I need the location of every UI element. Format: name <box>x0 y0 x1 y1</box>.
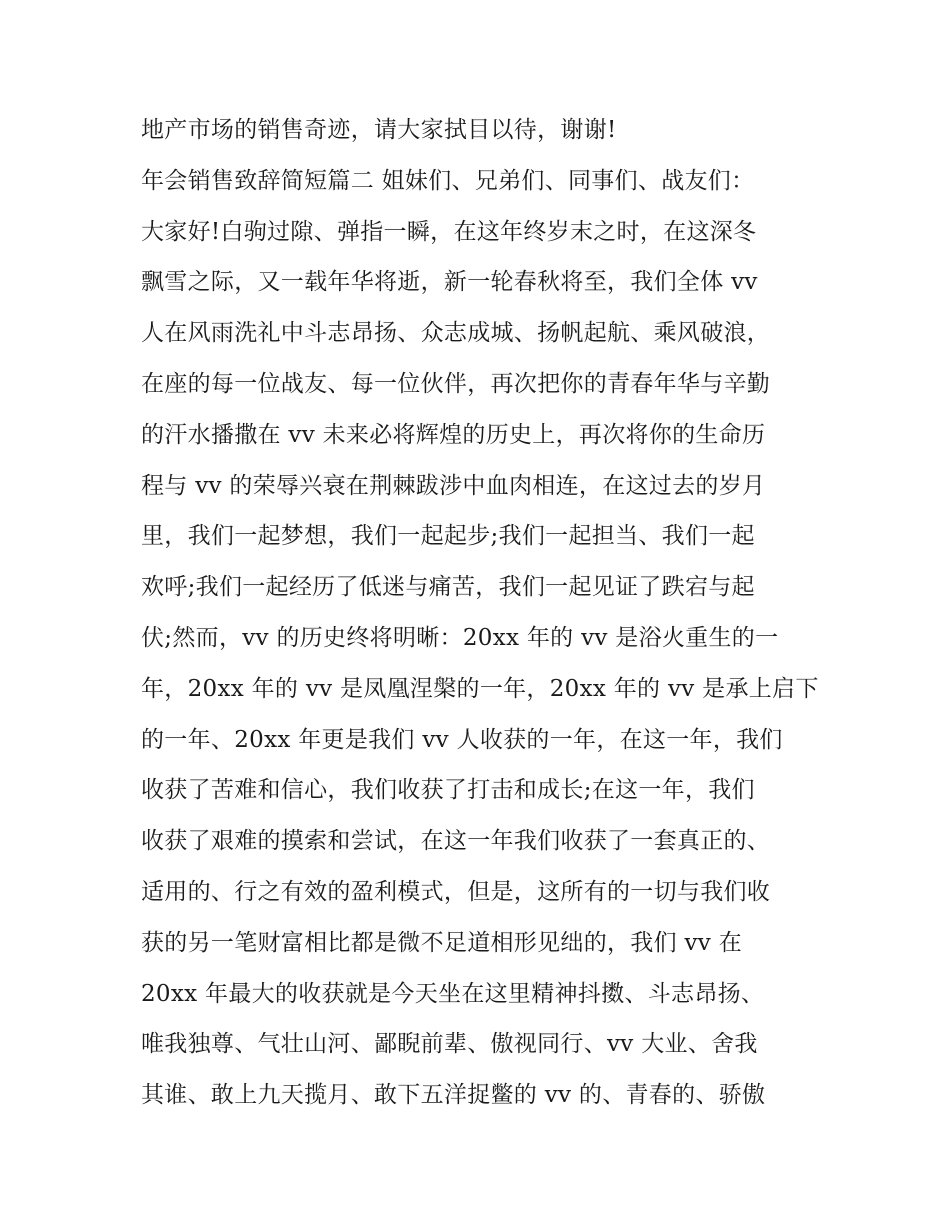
text-line: 欢呼;我们一起经历了低迷与痛苦，我们一起见证了跌宕与起 <box>141 574 755 601</box>
text-line: 伏;然而，vv 的历史终将明晰：20xx 年的 vv 是浴火重生的一 <box>141 624 779 651</box>
text-line: 在座的每一位战友、每一位伙伴，再次把你的青春年华与辛勤 <box>141 370 771 397</box>
text-line: 收获了艰难的摸索和尝试，在这一年我们收获了一套真正的、 <box>141 828 771 855</box>
text-line: 的汗水播撒在 vv 未来必将辉煌的历史上，再次将你的生命历 <box>141 421 766 448</box>
text-line: 人在风雨洗礼中斗志昂扬、众志成城、扬帆起航、乘风破浪， <box>141 320 771 347</box>
text-line: 程与 vv 的荣辱兴衰在荆棘跋涉中血肉相连，在这过去的岁月 <box>141 472 766 499</box>
text-line: 唯我独尊、气壮山河、鄙睨前辈、傲视同行、vv 大业、舍我 <box>141 1031 758 1058</box>
text-line: 飘雪之际，又一载年华将逝，新一轮春秋将至，我们全体 vv <box>141 269 758 296</box>
text-line: 适用的、行之有效的盈利模式，但是，这所有的一切与我们收 <box>141 878 771 905</box>
text-line: 年，20xx 年的 vv 是凤凰涅槃的一年，20xx 年的 vv 是承上启下 <box>141 675 819 702</box>
text-line: 年会销售致辞简短篇二 姐妹们、兄弟们、同事们、战友们： <box>141 167 755 194</box>
text-line: 收获了苦难和信心，我们收获了打击和成长;在这一年，我们 <box>141 777 755 804</box>
text-line: 20xx 年最大的收获就是今天坐在这里精神抖擞、斗志昂扬、 <box>141 980 765 1007</box>
text-line: 地产市场的销售奇迹，请大家拭目以待，谢谢! <box>141 117 617 143</box>
body-text <box>141 105 821 1121</box>
text-line: 其谁、敢上九天揽月、敢下五洋捉鳖的 vv 的、青春的、骄傲 <box>141 1082 766 1109</box>
text-line: 的一年、20xx 年更是我们 vv 人收获的一年，在这一年，我们 <box>141 726 783 753</box>
text-line: 大家好!白驹过隙、弹指一瞬，在这年终岁末之时，在这深冬 <box>141 218 757 245</box>
text-line: 里，我们一起梦想，我们一起起步;我们一起担当、我们一起 <box>141 523 755 550</box>
text-line: 获的另一笔财富相比都是微不足道相形见绌的，我们 vv 在 <box>141 929 743 956</box>
